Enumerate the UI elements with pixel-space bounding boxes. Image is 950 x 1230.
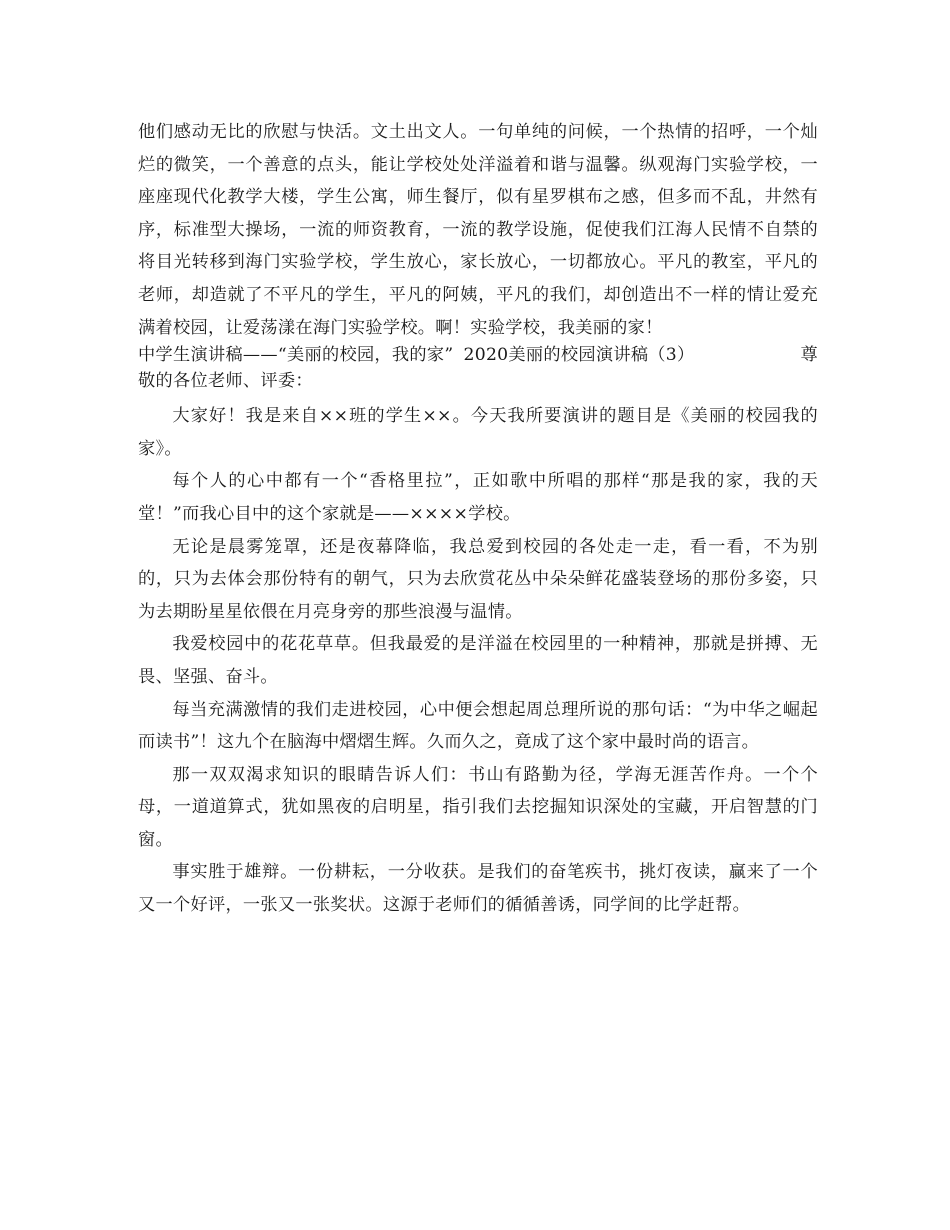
- body-paragraph: 无论是晨雾笼罩，还是夜幕降临，我总爱到校园的各处走一走，看一看，不为别的，只为去体会那份特有的朝气，只为去欣赏花丛中朵朵鲜花盛装登场的那份多姿，只为去期盼星星依偎在月亮身旁的那些浪漫与温情。: [138, 536, 818, 622]
- section-title: 中学生演讲稿——“美丽的校园，我的家”: [138, 345, 454, 366]
- body-paragraph: 每当充满激情的我们走进校园，心中便会想起周总理所说的那句话：“为中华之崛起而读书”！这九个在脑海中熠熠生辉。久而久之，竟成了这个家中最时尚的语言。: [138, 699, 818, 753]
- document-body: [138, 116, 818, 922]
- body-paragraph: 那一双双渴求知识的眼睛告诉人们：书山有路勤为径，学海无涯苦作舟。一个个母，一道道算式，犹如黑夜的启明星，指引我们去挖掘知识深处的宝藏，开启智慧的门窗。: [138, 764, 818, 850]
- body-paragraph: 每个人的心中都有一个“香格里拉”，正如歌中所唱的那样“那是我的家，我的天堂！”而我心目中的这个家就是——××××学校。: [138, 471, 818, 524]
- body-paragraph: 我爱校园中的花花草草。但我最爱的是洋溢在校园里的一种精神，那就是拼搏、无畏、坚强、奋斗。: [138, 634, 818, 687]
- salutation-start: 尊: [800, 345, 818, 366]
- salutation: 敬的各位老师、评委：: [138, 371, 313, 392]
- section-subtitle: 2020美丽的校园演讲稿（3）: [463, 345, 695, 366]
- body-paragraph: 大家好！我是来自××班的学生××。今天我所要演讲的题目是《美丽的校园我的家》。: [138, 406, 818, 459]
- section-heading-line: [138, 344, 818, 366]
- section-title-group: [138, 344, 695, 366]
- body-paragraph: 事实胜于雄辩。一份耕耘，一分收获。是我们的奋笔疾书，挑灯夜读，赢来了一个又一个好评，一张又一张奖状。这源于老师们的循循善诱，同学间的比学赶帮。: [138, 862, 818, 916]
- intro-paragraph: 他们感动无比的欣慰与快活。文土出文人。一句单纯的问候，一个热情的招呼，一个灿烂的微笑，一个善意的点头，能让学校处处洋溢着和谐与温馨。纵观海门实验学校，一座座现代化教学大楼，学生公寓，师生餐厅，似有星罗棋布之感，但多而不乱，井然有序，标准型大操场，一流的师资教育，一流的教学设施，促使我们江海人民情不自禁的将目光转移到海门实验学校，学生放心，家长放心，一切都放心。平凡的教室，平凡的老师，却造就了不平凡的学生，平凡的阿姨，平凡的我们，却创造出不一样的情让爱充满着校园，让爱荡漾在海门实验学校。啊！实验学校，我美丽的家！: [138, 122, 818, 338]
